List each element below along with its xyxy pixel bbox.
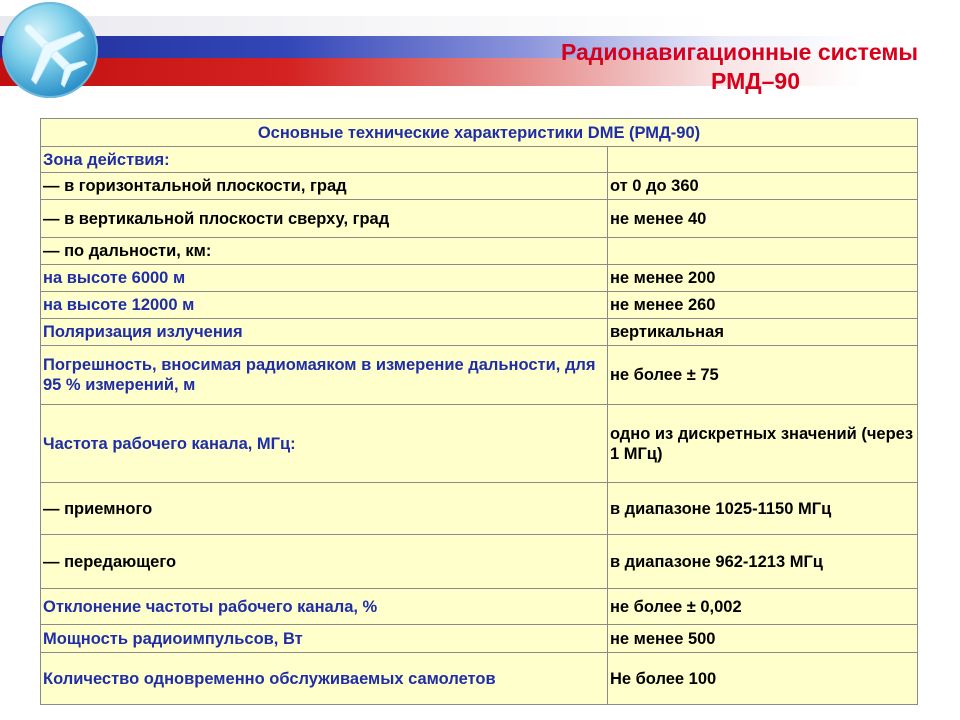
- param-cell: на высоте 6000 м: [41, 265, 608, 292]
- value-cell: одно из дискретных значений (через 1 МГц): [607, 405, 917, 483]
- param-cell: — в горизонтальной плоскости, град: [41, 173, 608, 200]
- param-cell: на высоте 12000 м: [41, 292, 608, 319]
- table-row: [41, 265, 918, 292]
- param-cell: — передающего: [41, 535, 608, 589]
- value-cell: не менее 260: [607, 292, 917, 319]
- title-line-1: Радионавигационные системы: [560, 39, 918, 65]
- table-row: [41, 535, 918, 589]
- value-cell: в диапазоне 1025-1150 МГц: [607, 483, 917, 535]
- table-row: [41, 147, 918, 173]
- table-row: [41, 173, 918, 200]
- param-cell: Погрешность, вносимая радиомаяком в измерение дальности, для 95 % измерений, м: [41, 346, 608, 405]
- param-cell: — в вертикальной плоскости сверху, град: [41, 200, 608, 238]
- header-banner: [0, 0, 960, 110]
- value-cell: не более ± 75: [607, 346, 917, 405]
- param-cell: Отклонение частоты рабочего канала, %: [41, 589, 608, 625]
- value-cell: не менее 500: [607, 625, 917, 653]
- table-header-row: [41, 119, 918, 147]
- table-row: [41, 483, 918, 535]
- param-cell: Частота рабочего канала, МГц:: [41, 405, 608, 483]
- table-row: [41, 238, 918, 265]
- value-cell: не менее 200: [607, 265, 917, 292]
- value-cell: не менее 40: [607, 200, 917, 238]
- airplane-logo: [2, 2, 98, 98]
- param-cell: — приемного: [41, 483, 608, 535]
- table-row: [41, 292, 918, 319]
- table-row: [41, 346, 918, 405]
- spec-table: [40, 118, 918, 705]
- param-cell: Зона действия:: [41, 147, 608, 173]
- table-row: [41, 319, 918, 346]
- title-line-2: РМД–90: [711, 68, 800, 94]
- table-row: [41, 625, 918, 653]
- value-cell: не более ± 0,002: [607, 589, 917, 625]
- value-cell: от 0 до 360: [607, 173, 917, 200]
- table-row: [41, 405, 918, 483]
- value-cell: [607, 147, 917, 173]
- page-title: [561, 38, 918, 96]
- flag-band-white: [0, 16, 960, 38]
- table-caption: Основные технические характеристики DME (РМД-90): [41, 119, 918, 147]
- value-cell: [607, 238, 917, 265]
- table-row: [41, 589, 918, 625]
- table-row: [41, 653, 918, 705]
- param-cell: — по дальности, км:: [41, 238, 608, 265]
- param-cell: Количество одновременно обслуживаемых самолетов: [41, 653, 608, 705]
- airplane-icon: [2, 2, 98, 98]
- table-row: [41, 200, 918, 238]
- value-cell: в диапазоне 962-1213 МГц: [607, 535, 917, 589]
- param-cell: Поляризация излучения: [41, 319, 608, 346]
- value-cell: вертикальная: [607, 319, 917, 346]
- param-cell: Мощность радиоимпульсов, Вт: [41, 625, 608, 653]
- value-cell: Не более 100: [607, 653, 917, 705]
